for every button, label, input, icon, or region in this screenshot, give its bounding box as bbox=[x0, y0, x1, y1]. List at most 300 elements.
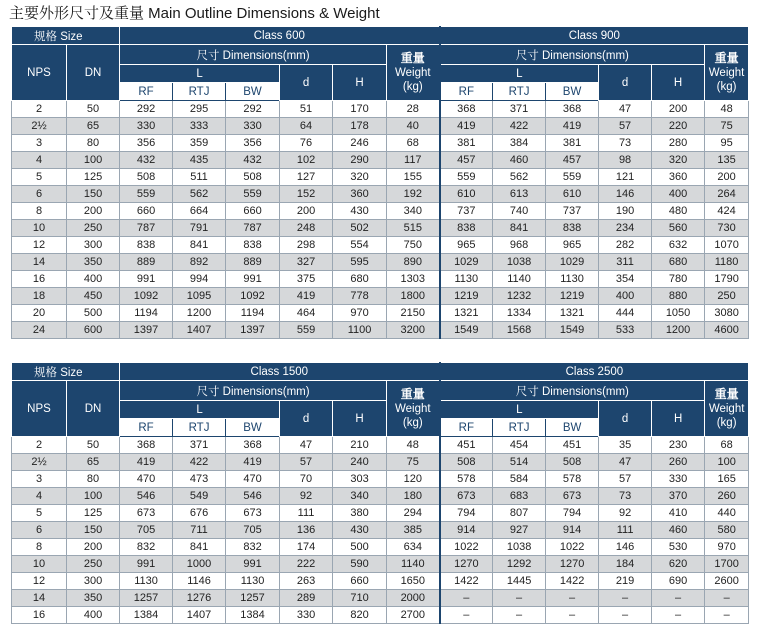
table-cell: 35 bbox=[599, 437, 652, 454]
table-cell: 480 bbox=[652, 203, 705, 220]
table-cell: 359 bbox=[173, 135, 226, 152]
table-cell: 64 bbox=[280, 118, 333, 135]
table-row bbox=[12, 454, 749, 471]
table-cell: 260 bbox=[652, 454, 705, 471]
table-row bbox=[12, 305, 749, 322]
table-cell: 470 bbox=[120, 471, 173, 488]
table-cell: 994 bbox=[173, 271, 226, 288]
table-cell: 250 bbox=[67, 556, 120, 573]
table-cell: 200 bbox=[652, 101, 705, 118]
table-cell: 100 bbox=[67, 152, 120, 169]
table-cell: 430 bbox=[333, 522, 387, 539]
table-cell: 965 bbox=[440, 237, 493, 254]
table-cell: 73 bbox=[599, 135, 652, 152]
table-cell: 807 bbox=[493, 505, 546, 522]
table-cell: 1232 bbox=[493, 288, 546, 305]
table-cell: 230 bbox=[652, 437, 705, 454]
table-cell: 100 bbox=[67, 488, 120, 505]
table-cell: 660 bbox=[226, 203, 280, 220]
table-row bbox=[12, 322, 749, 339]
table-cell: 400 bbox=[599, 288, 652, 305]
table-cell: 70 bbox=[280, 471, 333, 488]
table-cell: 546 bbox=[120, 488, 173, 505]
weight-unit-label: (kg) bbox=[402, 81, 423, 93]
table-cell: 219 bbox=[599, 573, 652, 590]
table-cell: 8 bbox=[12, 539, 67, 556]
table-cell: 435 bbox=[173, 152, 226, 169]
rf-header: RF bbox=[120, 83, 173, 101]
table-cell: 595 bbox=[333, 254, 387, 271]
table-cell: 676 bbox=[173, 505, 226, 522]
table-cell: 65 bbox=[67, 454, 120, 471]
table-cell: 95 bbox=[705, 135, 749, 152]
table-cell: 683 bbox=[493, 488, 546, 505]
bw-header: BW bbox=[226, 419, 280, 437]
class-header-right: Class 2500 bbox=[440, 363, 749, 381]
class-header-left: Class 1500 bbox=[120, 363, 440, 381]
table-cell: 473 bbox=[173, 471, 226, 488]
table-cell: 1384 bbox=[120, 607, 173, 624]
table-cell: 1549 bbox=[440, 322, 493, 339]
table-cell: 470 bbox=[226, 471, 280, 488]
table-cell: 791 bbox=[173, 220, 226, 237]
table-cell: 578 bbox=[546, 471, 599, 488]
table-cell: 1140 bbox=[387, 556, 440, 573]
table-cell: 690 bbox=[652, 573, 705, 590]
table-cell: 673 bbox=[120, 505, 173, 522]
table-cell: 92 bbox=[599, 505, 652, 522]
table-cell: 246 bbox=[333, 135, 387, 152]
table-row bbox=[12, 254, 749, 271]
table-cell: 2 bbox=[12, 437, 67, 454]
table-cell: 12 bbox=[12, 573, 67, 590]
table-cell: 444 bbox=[599, 305, 652, 322]
table-cell: 711 bbox=[173, 522, 226, 539]
table-cell: 832 bbox=[120, 539, 173, 556]
table-cell: 400 bbox=[67, 271, 120, 288]
table-row bbox=[12, 471, 749, 488]
table-cell: 562 bbox=[173, 186, 226, 203]
table-cell: 76 bbox=[280, 135, 333, 152]
table-cell: 260 bbox=[705, 488, 749, 505]
table-cell: 220 bbox=[652, 118, 705, 135]
table-cell: 75 bbox=[387, 454, 440, 471]
table-cell: 200 bbox=[67, 539, 120, 556]
table-cell: 360 bbox=[333, 186, 387, 203]
table-cell: 1700 bbox=[705, 556, 749, 573]
table-cell: 292 bbox=[226, 101, 280, 118]
table-cell: 991 bbox=[120, 556, 173, 573]
table-cell: 508 bbox=[226, 169, 280, 186]
table-cell: 968 bbox=[493, 237, 546, 254]
table-cell: 1130 bbox=[120, 573, 173, 590]
table-cell: 1029 bbox=[440, 254, 493, 271]
table-cell: 1022 bbox=[546, 539, 599, 556]
table-cell: 92 bbox=[280, 488, 333, 505]
table-cell: 419 bbox=[280, 288, 333, 305]
table-cell: 68 bbox=[387, 135, 440, 152]
weight-en-label: Weight bbox=[708, 403, 745, 415]
table-row bbox=[12, 505, 749, 522]
table-cell: 600 bbox=[67, 322, 120, 339]
table-cell: 16 bbox=[12, 271, 67, 288]
table-cell: – bbox=[546, 590, 599, 607]
table-cell: 117 bbox=[387, 152, 440, 169]
table-cell: 559 bbox=[280, 322, 333, 339]
table-cell: 2600 bbox=[705, 573, 749, 590]
table-cell: – bbox=[440, 590, 493, 607]
table-cell: 632 bbox=[652, 237, 705, 254]
table-row bbox=[12, 152, 749, 169]
weight-en-label: Weight bbox=[395, 403, 431, 415]
table-cell: 178 bbox=[333, 118, 387, 135]
table-cell: 1100 bbox=[333, 322, 387, 339]
l-header: L bbox=[120, 401, 280, 419]
table-cell: 410 bbox=[652, 505, 705, 522]
table-cell: 560 bbox=[652, 220, 705, 237]
nps-header: NPS bbox=[12, 381, 67, 437]
table-cell: – bbox=[652, 607, 705, 624]
table-row bbox=[12, 220, 749, 237]
table-cell: 450 bbox=[67, 288, 120, 305]
table-cell: 841 bbox=[173, 237, 226, 254]
table-cell: 28 bbox=[387, 101, 440, 118]
table-cell: 80 bbox=[67, 471, 120, 488]
table-cell: 1422 bbox=[546, 573, 599, 590]
table-cell: 5 bbox=[12, 505, 67, 522]
table-row bbox=[12, 118, 749, 135]
table-cell: 264 bbox=[705, 186, 749, 203]
weight-header bbox=[705, 45, 749, 101]
table-cell: 1790 bbox=[705, 271, 749, 288]
table-cell: 460 bbox=[652, 522, 705, 539]
table-cell: 2000 bbox=[387, 590, 440, 607]
table-cell: 559 bbox=[120, 186, 173, 203]
table-cell: 165 bbox=[705, 471, 749, 488]
table-cell: 135 bbox=[705, 152, 749, 169]
table-cell: 892 bbox=[173, 254, 226, 271]
table-cell: 12 bbox=[12, 237, 67, 254]
table-cell: 333 bbox=[173, 118, 226, 135]
table-cell: 422 bbox=[493, 118, 546, 135]
table-cell: 150 bbox=[67, 522, 120, 539]
table-cell: 514 bbox=[493, 454, 546, 471]
table-cell: 368 bbox=[546, 101, 599, 118]
weight-header bbox=[387, 381, 440, 437]
table-cell: 4 bbox=[12, 488, 67, 505]
table-cell: 380 bbox=[333, 505, 387, 522]
table-cell: 14 bbox=[12, 254, 67, 271]
table-cell: 80 bbox=[67, 135, 120, 152]
table-cell: 368 bbox=[226, 437, 280, 454]
table-cell: 40 bbox=[387, 118, 440, 135]
table-cell: 152 bbox=[280, 186, 333, 203]
table-cell: 400 bbox=[67, 607, 120, 624]
h-header: H bbox=[652, 65, 705, 101]
table-cell: 370 bbox=[652, 488, 705, 505]
table-row bbox=[12, 169, 749, 186]
table-cell: 515 bbox=[387, 220, 440, 237]
table-cell: 965 bbox=[546, 237, 599, 254]
table-cell: 559 bbox=[226, 186, 280, 203]
table-cell: 121 bbox=[599, 169, 652, 186]
table-cell: 838 bbox=[120, 237, 173, 254]
table-cell: 1407 bbox=[173, 607, 226, 624]
table-cell: 48 bbox=[387, 437, 440, 454]
table-cell: 65 bbox=[67, 118, 120, 135]
table-cell: 51 bbox=[280, 101, 333, 118]
table-cell: 737 bbox=[546, 203, 599, 220]
table-cell: 368 bbox=[120, 437, 173, 454]
table-cell: 1422 bbox=[440, 573, 493, 590]
table-cell: 295 bbox=[173, 101, 226, 118]
table-cell: 451 bbox=[440, 437, 493, 454]
size-header: 规格 Size bbox=[12, 27, 120, 45]
table-cell: 111 bbox=[599, 522, 652, 539]
table-cell: 500 bbox=[67, 305, 120, 322]
table-cell: 311 bbox=[599, 254, 652, 271]
table-cell: 1038 bbox=[493, 254, 546, 271]
table-cell: 2 bbox=[12, 101, 67, 118]
table-cell: 750 bbox=[387, 237, 440, 254]
table-cell: 562 bbox=[493, 169, 546, 186]
table-cell: 1029 bbox=[546, 254, 599, 271]
table-cell: – bbox=[493, 607, 546, 624]
table-cell: 1219 bbox=[546, 288, 599, 305]
table-cell: 1194 bbox=[120, 305, 173, 322]
table-cell: 300 bbox=[67, 573, 120, 590]
table-cell: 590 bbox=[333, 556, 387, 573]
table-cell: 737 bbox=[440, 203, 493, 220]
table-cell: 330 bbox=[280, 607, 333, 624]
table-cell: 914 bbox=[440, 522, 493, 539]
table-cell: 549 bbox=[173, 488, 226, 505]
table-cell: 464 bbox=[280, 305, 333, 322]
rf-header: RF bbox=[120, 419, 173, 437]
table-cell: 1130 bbox=[546, 271, 599, 288]
nps-header: NPS bbox=[12, 45, 67, 101]
table-cell: 73 bbox=[599, 488, 652, 505]
table-cell: 454 bbox=[493, 437, 546, 454]
table-cell: 136 bbox=[280, 522, 333, 539]
table-cell: 248 bbox=[280, 220, 333, 237]
table-cell: 1194 bbox=[226, 305, 280, 322]
table-cell: 1140 bbox=[493, 271, 546, 288]
table-cell: 250 bbox=[67, 220, 120, 237]
table-cell: 330 bbox=[120, 118, 173, 135]
table-cell: 330 bbox=[226, 118, 280, 135]
class-header-right: Class 900 bbox=[440, 27, 749, 45]
table-cell: 350 bbox=[67, 590, 120, 607]
table-cell: 1130 bbox=[440, 271, 493, 288]
table-cell: – bbox=[705, 590, 749, 607]
table-cell: 673 bbox=[546, 488, 599, 505]
h-header: H bbox=[333, 401, 387, 437]
table-cell: 559 bbox=[440, 169, 493, 186]
table-cell: 838 bbox=[546, 220, 599, 237]
table-cell: 381 bbox=[440, 135, 493, 152]
weight-cn-label: 重量 bbox=[400, 51, 425, 65]
table-cell: 787 bbox=[226, 220, 280, 237]
table-cell: – bbox=[493, 590, 546, 607]
table-cell: 419 bbox=[440, 118, 493, 135]
table-cell: – bbox=[705, 607, 749, 624]
table-cell: 914 bbox=[546, 522, 599, 539]
weight-header bbox=[387, 45, 440, 101]
table-cell: 508 bbox=[546, 454, 599, 471]
table-cell: 554 bbox=[333, 237, 387, 254]
table-row bbox=[12, 522, 749, 539]
dn-header: DN bbox=[67, 45, 120, 101]
dimensions-header: 尺寸 Dimensions(mm) bbox=[440, 381, 705, 401]
table-cell: 68 bbox=[705, 437, 749, 454]
table-cell: 889 bbox=[226, 254, 280, 271]
table-cell: 419 bbox=[546, 118, 599, 135]
table-cell: 1146 bbox=[173, 573, 226, 590]
table-cell: 4600 bbox=[705, 322, 749, 339]
table-cell: 50 bbox=[67, 101, 120, 118]
rtj-header: RTJ bbox=[173, 83, 226, 101]
table-cell: 1800 bbox=[387, 288, 440, 305]
table-cell: 1130 bbox=[226, 573, 280, 590]
table-cell: 970 bbox=[333, 305, 387, 322]
table-cell: 500 bbox=[333, 539, 387, 556]
table-cell: 200 bbox=[280, 203, 333, 220]
table-cell: 120 bbox=[387, 471, 440, 488]
table-cell: 430 bbox=[333, 203, 387, 220]
table-cell: 613 bbox=[493, 186, 546, 203]
table-cell: 841 bbox=[173, 539, 226, 556]
table-cell: 1549 bbox=[546, 322, 599, 339]
table-cell: 125 bbox=[67, 169, 120, 186]
table-row bbox=[12, 556, 749, 573]
table-row bbox=[12, 288, 749, 305]
table-cell: 298 bbox=[280, 237, 333, 254]
table-cell: 1270 bbox=[440, 556, 493, 573]
table-cell: 6 bbox=[12, 186, 67, 203]
table-cell: 794 bbox=[440, 505, 493, 522]
table-cell: 263 bbox=[280, 573, 333, 590]
table-cell: 234 bbox=[599, 220, 652, 237]
table-cell: 292 bbox=[120, 101, 173, 118]
table-cell: 354 bbox=[599, 271, 652, 288]
table-cell: 303 bbox=[333, 471, 387, 488]
table-cell: 889 bbox=[120, 254, 173, 271]
table-cell: 457 bbox=[546, 152, 599, 169]
table-cell: 710 bbox=[333, 590, 387, 607]
table-cell: 1407 bbox=[173, 322, 226, 339]
table-cell: 75 bbox=[705, 118, 749, 135]
class-header-left: Class 600 bbox=[120, 27, 440, 45]
table-cell: 400 bbox=[652, 186, 705, 203]
table-cell: 740 bbox=[493, 203, 546, 220]
table-cell: 991 bbox=[120, 271, 173, 288]
table-cell: 680 bbox=[652, 254, 705, 271]
table-cell: 1092 bbox=[226, 288, 280, 305]
l-header: L bbox=[440, 65, 599, 83]
table-cell: 240 bbox=[333, 454, 387, 471]
table-cell: 330 bbox=[652, 471, 705, 488]
table-cell: 927 bbox=[493, 522, 546, 539]
table-cell: 2½ bbox=[12, 454, 67, 471]
table-cell: 155 bbox=[387, 169, 440, 186]
table-cell: 340 bbox=[333, 488, 387, 505]
dimensions-header: 尺寸 Dimensions(mm) bbox=[440, 45, 705, 65]
table-cell: 294 bbox=[387, 505, 440, 522]
weight-cn-label: 重量 bbox=[714, 51, 739, 65]
table-cell: 57 bbox=[280, 454, 333, 471]
h-header: H bbox=[333, 65, 387, 101]
table-cell: 1022 bbox=[440, 539, 493, 556]
d-header: d bbox=[280, 401, 333, 437]
table-cell: 10 bbox=[12, 556, 67, 573]
table-cell: 5 bbox=[12, 169, 67, 186]
table-cell: 16 bbox=[12, 607, 67, 624]
table-cell: 673 bbox=[226, 505, 280, 522]
weight-cn-label: 重量 bbox=[400, 387, 425, 401]
table-row bbox=[12, 101, 749, 118]
table-cell: 3 bbox=[12, 471, 67, 488]
dn-header: DN bbox=[67, 381, 120, 437]
table-cell: 1200 bbox=[173, 305, 226, 322]
table-cell: 111 bbox=[280, 505, 333, 522]
table-cell: 3 bbox=[12, 135, 67, 152]
table-cell: 146 bbox=[599, 539, 652, 556]
table-cell: 1050 bbox=[652, 305, 705, 322]
table-cell: 384 bbox=[493, 135, 546, 152]
rtj-header: RTJ bbox=[493, 83, 546, 101]
table-cell: 320 bbox=[333, 169, 387, 186]
table-cell: 320 bbox=[652, 152, 705, 169]
table-cell: 48 bbox=[705, 101, 749, 118]
table-cell: 705 bbox=[120, 522, 173, 539]
table-cell: 419 bbox=[120, 454, 173, 471]
page-title: 主要外形尺寸及重量 Main Outline Dimensions & Weight bbox=[9, 5, 380, 22]
table-cell: 6 bbox=[12, 522, 67, 539]
table-cell: 502 bbox=[333, 220, 387, 237]
d-header: d bbox=[280, 65, 333, 101]
table-cell: 610 bbox=[546, 186, 599, 203]
table-cell: 3200 bbox=[387, 322, 440, 339]
table-cell: 778 bbox=[333, 288, 387, 305]
table-cell: 634 bbox=[387, 539, 440, 556]
table-cell: 47 bbox=[599, 101, 652, 118]
table-cell: 1321 bbox=[546, 305, 599, 322]
table-row bbox=[12, 590, 749, 607]
table-cell: 2½ bbox=[12, 118, 67, 135]
table-cell: 1000 bbox=[173, 556, 226, 573]
table-row bbox=[12, 271, 749, 288]
table-cell: 375 bbox=[280, 271, 333, 288]
table-cell: 1384 bbox=[226, 607, 280, 624]
table-cell: 432 bbox=[226, 152, 280, 169]
table-cell: 18 bbox=[12, 288, 67, 305]
table-cell: 14 bbox=[12, 590, 67, 607]
table-row bbox=[12, 186, 749, 203]
bw-header: BW bbox=[226, 83, 280, 101]
h-header: H bbox=[652, 401, 705, 437]
table-cell: 432 bbox=[120, 152, 173, 169]
table-row bbox=[12, 488, 749, 505]
table-cell: 180 bbox=[387, 488, 440, 505]
table-cell: 1095 bbox=[173, 288, 226, 305]
table-cell: 1445 bbox=[493, 573, 546, 590]
table-row bbox=[12, 237, 749, 254]
table-cell: 282 bbox=[599, 237, 652, 254]
weight-cn-label: 重量 bbox=[714, 387, 739, 401]
rtj-header: RTJ bbox=[493, 419, 546, 437]
weight-en-label: Weight bbox=[394, 67, 431, 79]
